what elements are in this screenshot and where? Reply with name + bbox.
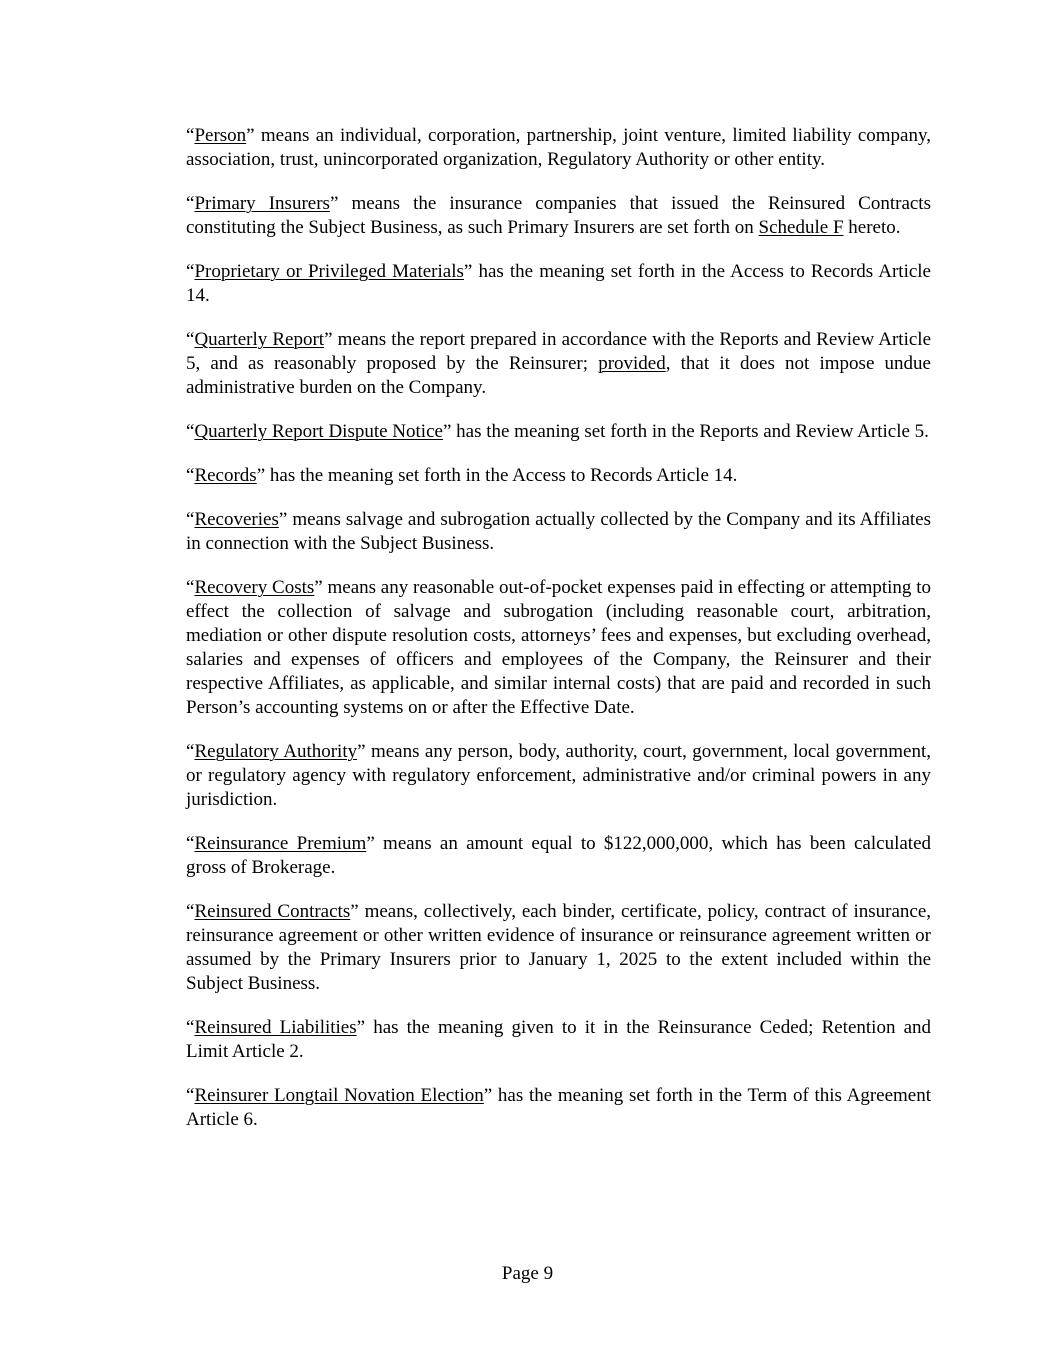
definition-regulatory-authority: “Regulatory Authority” means any person, body, authority, court, government, local government, or regulatory agency with regulatory enforcement, administrative and/or criminal powers in any jurisdiction.	[186, 741, 931, 810]
definition-records: “Records” has the meaning set forth in the Access to Records Article 14.	[186, 465, 738, 486]
definition-text: has the meaning set forth in the Access to Records Article 14.	[186, 261, 931, 306]
definition-person: “Person” means an individual, corporation, partnership, joint venture, limited liability company, association, trust, unincorporated organization, Regulatory Authority or other entity.	[186, 125, 931, 170]
definition-reinsured-liabilities: “Reinsured Liabilities” has the meaning given to it in the Reinsurance Ceded; Retention and Limit Article 2.	[186, 1017, 931, 1062]
definition-quarterly-report: “Quarterly Report” means the report prepared in accordance with the Reports and Review Article 5, and as reasonably proposed by the Reinsurer; provided, that it does not impose undue administrative burden on the Company.	[186, 329, 932, 398]
schedule-reference: Schedule F	[758, 217, 844, 238]
defined-term: Recovery Costs	[194, 577, 315, 598]
definition-text: has the meaning set forth in the Reports and Review Article 5.	[451, 421, 929, 442]
definition-text: means, collectively, each binder, certificate, policy, contract of insurance, reinsurance agreement or other written evidence of insurance or reinsurance agreement written or assumed by the Primary Insurers prior to January 1, 2025 to the extent included within the Subject Business.	[186, 901, 932, 994]
definition-proprietary-materials: “Proprietary or Privileged Materials” has the meaning set forth in the Access to Records Article 14.	[186, 261, 931, 306]
definition-reinsurer-longtail-novation-election: “Reinsurer Longtail Novation Election” has the meaning set forth in the Term of this Agreement Article 6.	[186, 1085, 931, 1130]
definition-recovery-costs: “Recovery Costs” means any reasonable out-of-pocket expenses paid in effecting or attempting to effect the collection of salvage and subrogation (including reasonable court, arbitration, mediation or other dispute resolution costs, attorneys’ fees and expenses, but excluding overhead, salaries and expenses of officers and employees of the Company, the Reinsurer and their respective Affiliates, as applicable, and similar internal costs) that are paid and recorded in such Person’s accounting systems on or after the Effective Date.	[186, 577, 931, 718]
defined-term: Reinsured Liabilities	[194, 1017, 357, 1038]
defined-term: Recoveries	[194, 509, 279, 530]
definition-text: means salvage and subrogation actually collected by the Company and its Affiliates in connection with the Subject Business.	[186, 509, 931, 554]
defined-term: Proprietary or Privileged Materials	[194, 261, 464, 282]
defined-term: Quarterly Report	[194, 329, 325, 350]
defined-term: Quarterly Report Dispute Notice	[194, 421, 443, 442]
proviso-term: provided	[598, 353, 666, 374]
definition-recoveries: “Recoveries” means salvage and subrogation actually collected by the Company and its Affiliates in connection with the Subject Business.	[186, 509, 931, 554]
definition-reinsured-contracts: “Reinsured Contracts” means, collectively, each binder, certificate, policy, contract of insurance, reinsurance agreement or other written evidence of insurance or reinsurance agreement written or assumed by the Primary Insurers prior to January 1, 2025 to the extent included within the Subject Business.	[186, 901, 932, 994]
definition-text: has the meaning given to it in the Reinsurance Ceded; Retention and Limit Article 2.	[186, 1017, 931, 1062]
definition-text: means the report prepared in accordance with the Reports and Review Article 5, and as reasonably proposed by the Reinsurer;	[186, 329, 932, 374]
definition-text: means an individual, corporation, partnership, joint venture, limited liability company, association, trust, unincorporated organization, Regulatory Authority or other entity.	[186, 125, 931, 170]
definition-text: , that it does not impose undue administrative burden on the Company.	[186, 353, 931, 398]
defined-term: Reinsurance Premium	[194, 833, 367, 854]
defined-term: Person	[194, 125, 247, 146]
page-number: Page 9	[501, 1263, 554, 1284]
definition-text: has the meaning set forth in the Access to Records Article 14.	[265, 465, 738, 486]
definition-text: means an amount equal to $122,000,000, which has been calculated gross of Brokerage.	[186, 833, 931, 878]
defined-term: Regulatory Authority	[194, 741, 358, 762]
definition-reinsurance-premium: “Reinsurance Premium” means an amount equal to $122,000,000, which has been calculated gross of Brokerage.	[186, 833, 931, 878]
defined-term: Reinsurer Longtail Novation Election	[194, 1085, 484, 1106]
defined-term: Reinsured Contracts	[194, 901, 351, 922]
definition-text: hereto.	[843, 217, 901, 238]
definition-primary-insurers: “Primary Insurers” means the insurance companies that issued the Reinsured Contracts constituting the Subject Business, as such Primary Insurers are set forth on Schedule F hereto.	[186, 193, 931, 238]
definition-text: means the insurance companies that issued the Reinsured Contracts constituting the Subject Business, as such Primary Insurers are set forth on	[186, 193, 931, 238]
defined-term: Primary Insurers	[194, 193, 330, 214]
defined-term: Records	[194, 465, 257, 486]
definition-quarterly-report-dispute-notice: “Quarterly Report Dispute Notice” has the meaning set forth in the Reports and Review Article 5.	[186, 421, 929, 442]
definition-text: has the meaning set forth in the Term of this Agreement Article 6.	[186, 1085, 931, 1130]
definition-text: means any reasonable out-of-pocket expenses paid in effecting or attempting to effect the collection of salvage and subrogation (including reasonable court, arbitration, mediation or other dispute resolution costs, attorneys’ fees and expenses, but excluding overhead, salaries and expenses of officers and employees of the Company, the Reinsurer and their respective Affiliates, as applicable, and similar internal costs) that are paid and recorded in such Person’s accounting systems on or after the Effective Date.	[186, 577, 931, 718]
definition-text: means any person, body, authority, court, government, local government, or regulatory agency with regulatory enforcement, administrative and/or criminal powers in any jurisdiction.	[186, 741, 931, 810]
document-body	[186, 124, 931, 1152]
